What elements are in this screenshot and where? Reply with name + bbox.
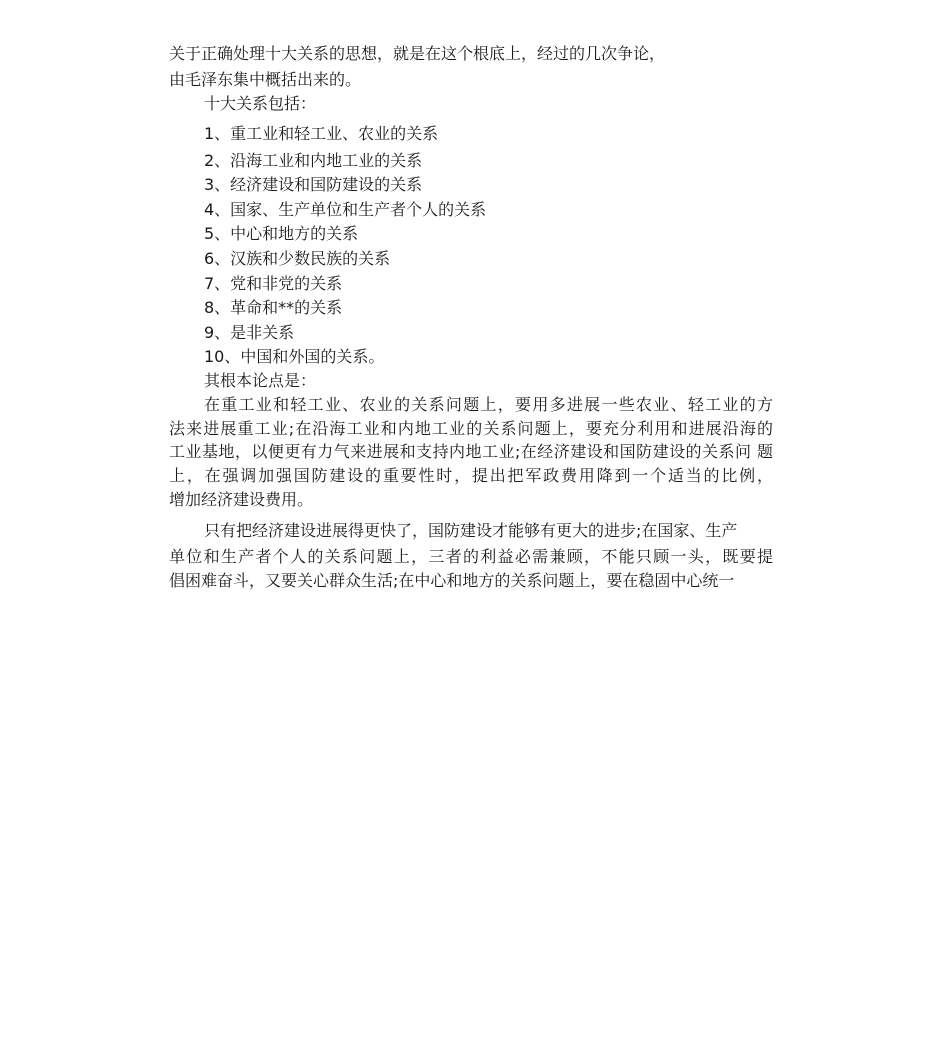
list-item-3: 3、经济建设和国防建设的关系 (204, 175, 423, 194)
list-item-7: 7、党和非党的关系 (204, 274, 343, 293)
points-heading: 其根本论点是： (204, 371, 317, 390)
list-item-2: 2、沿海工业和内地工业的关系 (204, 151, 423, 170)
paragraph1-line-4: 上，在强调加强国防建设的重要性时，提出把军政费用降到一个适当的比例， (169, 466, 773, 485)
list-item-10: 10、中国和外国的关系。 (204, 347, 385, 366)
list-item-4: 4、国家、生产单位和生产者个人的关系 (204, 200, 487, 219)
paragraph1-line-2: 法来进展重工业;在沿海工业和内地工业的关系问题上，要充分利用和进展沿海的 (169, 419, 773, 438)
paragraph2-line-2: 单位和生产者个人的关系问题上，三者的利益必需兼顾，不能只顾一头，既要提 (169, 547, 773, 566)
intro-line-2: 由毛泽东集中概括出来的。 (169, 70, 362, 89)
paragraph1-line-1: 在重工业和轻工业、农业的关系问题上，要用多进展一些农业、轻工业的方 (204, 395, 773, 414)
paragraph2-line-1: 只有把经济建设进展得更快了，国防建设才能够有更大的进步;在国家、生产 (204, 521, 738, 540)
list-item-5: 5、中心和地方的关系 (204, 224, 359, 243)
list-item-1: 1、重工业和轻工业、农业的关系 (204, 124, 439, 143)
list-item-8: 8、革命和**的关系 (204, 298, 343, 317)
list-item-6: 6、汉族和少数民族的关系 (204, 249, 391, 268)
list-heading: 十大关系包括： (204, 94, 317, 113)
list-item-9: 9、是非关系 (204, 323, 295, 342)
paragraph2-line-3: 倡困难奋斗，又要关心群众生活;在中心和地方的关系问题上，要在稳固中心统一 (169, 571, 735, 590)
paragraph1-line-5: 增加经济建设费用。 (169, 490, 314, 509)
paragraph1-line-3: 工业基地，以便更有力气来进展和支持内地工业;在经济建设和国防建设的关系问 题 (169, 442, 773, 461)
intro-line-1: 关于正确处理十大关系的思想，就是在这个根底上，经过的几次争论， (169, 44, 666, 63)
